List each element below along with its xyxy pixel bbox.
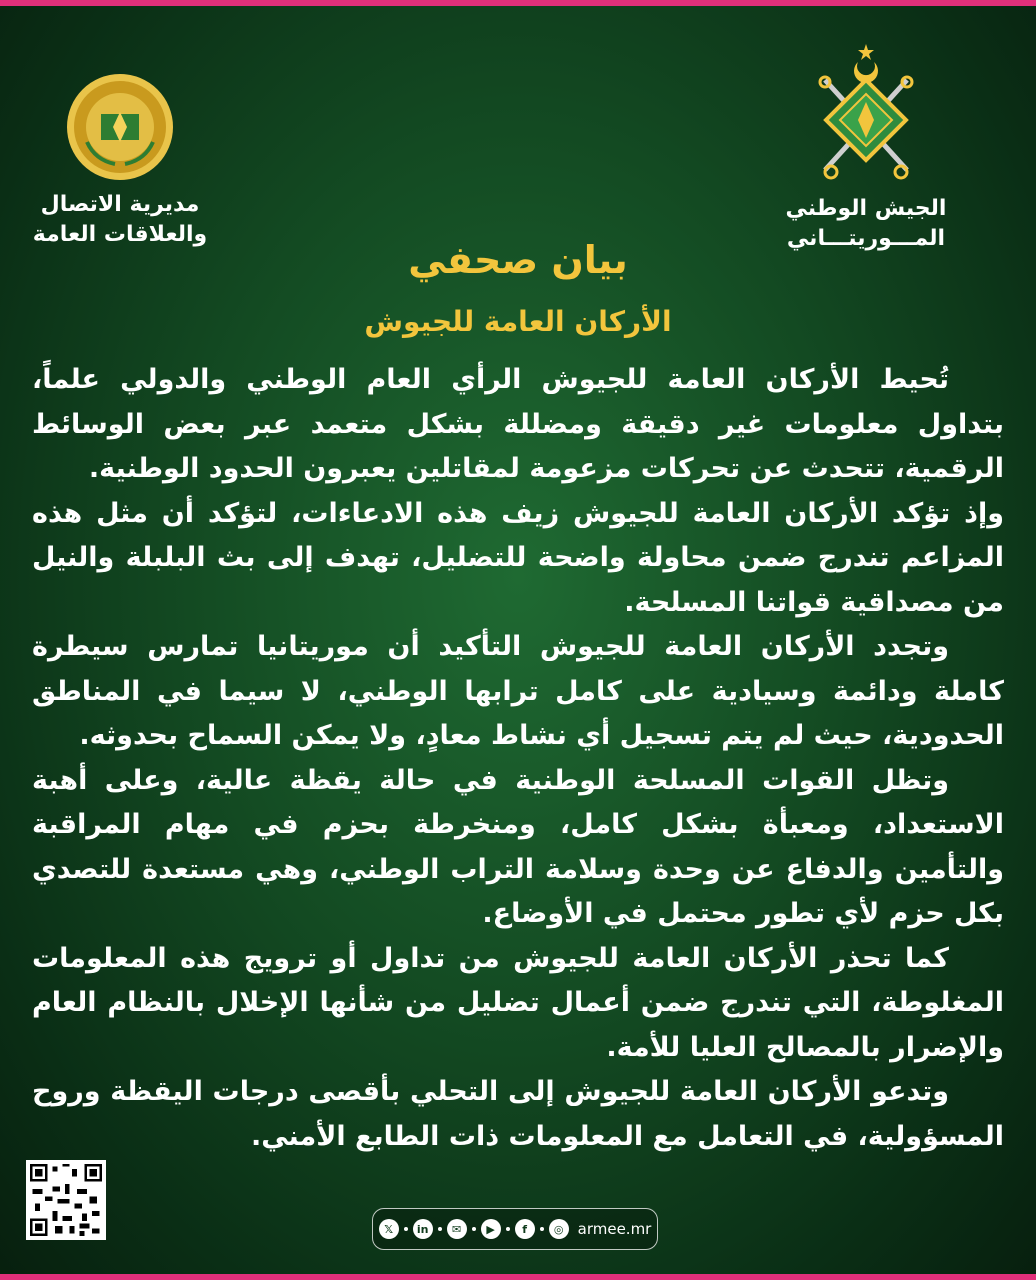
paragraph-2: وإذ تؤكد الأركان العامة للجيوش زيف هذه الادعاءات، لتؤكد أن مثل هذه المزاعم تندرج ضمن محاولة واضحة للتضليل، تهدف إلى بث البلبلة والنيل من مصداقية قواتنا المسلحة. (32, 497, 1004, 618)
bottom-frame-bar (0, 1274, 1036, 1280)
separator-dot (506, 1227, 510, 1231)
directorate-caption-line2: والعلاقات العامة (32, 222, 208, 247)
paragraph-1: تُحيط الأركان العامة للجيوش الرأي العام الوطني والدولي علماً، بتداول معلومات غير دقيقة ومضللة بشكل متعمد عبر بعض الوسائط الرقمية، تتحدث عن تحركات مزعومة لمقاتلين يعبرون الحدود الوطنية. (32, 364, 1004, 484)
statement-body (32, 358, 1004, 1159)
page-title: بيان صحفي (408, 238, 628, 282)
separator-dot (404, 1227, 408, 1231)
top-frame-bar (0, 0, 1036, 6)
separator-dot (472, 1227, 476, 1231)
email-icon[interactable]: ✉ (447, 1219, 467, 1239)
separator-dot (438, 1227, 442, 1231)
linkedin-icon[interactable]: in (413, 1219, 433, 1239)
qr-code-icon (30, 1164, 102, 1236)
paragraph-5: كما تحذر الأركان العامة للجيوش من تداول أو ترويج هذه المعلومات المغلوطة، التي تندرج ضمن أعمال تضليل من شأنها الإخلال بالنظام العام والإضرار بالمصالح العليا للأمة. (32, 942, 1004, 1063)
army-caption-line1: الجيش الوطني (785, 196, 947, 221)
paragraph-4: وتظل القوات المسلحة الوطنية في حالة يقظة عالية، وعلى أهبة الاستعداد، ومعبأة بشكل كامل، ومنخرطة بحزم في مهام المراقبة والتأمين والدفاع عن وحدة وسلامة التراب الوطني، وهي مستعدة للتصدي بكل حزم لأي تطور محتمل في الأوضاع. (32, 764, 1004, 929)
army-emblem-icon (811, 40, 921, 190)
army-logo-block (766, 40, 966, 254)
directorate-caption-line1: مديرية الاتصال (40, 192, 200, 217)
directorate-logo-block (20, 40, 220, 250)
page-subtitle: الأركان العامة للجيوش (364, 305, 672, 338)
facebook-icon[interactable]: f (515, 1219, 535, 1239)
paragraph-6: وتدعو الأركان العامة للجيوش إلى التحلي بأقصى درجات اليقظة وروح المسؤولية، في التعامل مع المعلومات ذات الطابع الأمني. (32, 1076, 1004, 1152)
separator-dot (540, 1227, 544, 1231)
social-links-bar (372, 1208, 658, 1250)
army-caption-line2: المـــوريتـــاني (786, 226, 946, 251)
youtube-icon[interactable]: ▶ (481, 1219, 501, 1239)
directorate-seal-icon (65, 72, 175, 182)
qr-code[interactable] (26, 1160, 106, 1240)
globe-icon[interactable]: ◎ (549, 1219, 569, 1239)
website-link[interactable]: armee.mr (577, 1220, 652, 1238)
x-icon[interactable]: 𝕏 (379, 1219, 399, 1239)
paragraph-3: وتجدد الأركان العامة للجيوش التأكيد أن موريتانيا تمارس سيطرة كاملة ودائمة وسيادية على كامل ترابها الوطني، لا سيما في المناطق الحدودية، حيث لم يتم تسجيل أي نشاط معادٍ، ولا يمكن السماح بحدوثه. (32, 631, 1004, 751)
